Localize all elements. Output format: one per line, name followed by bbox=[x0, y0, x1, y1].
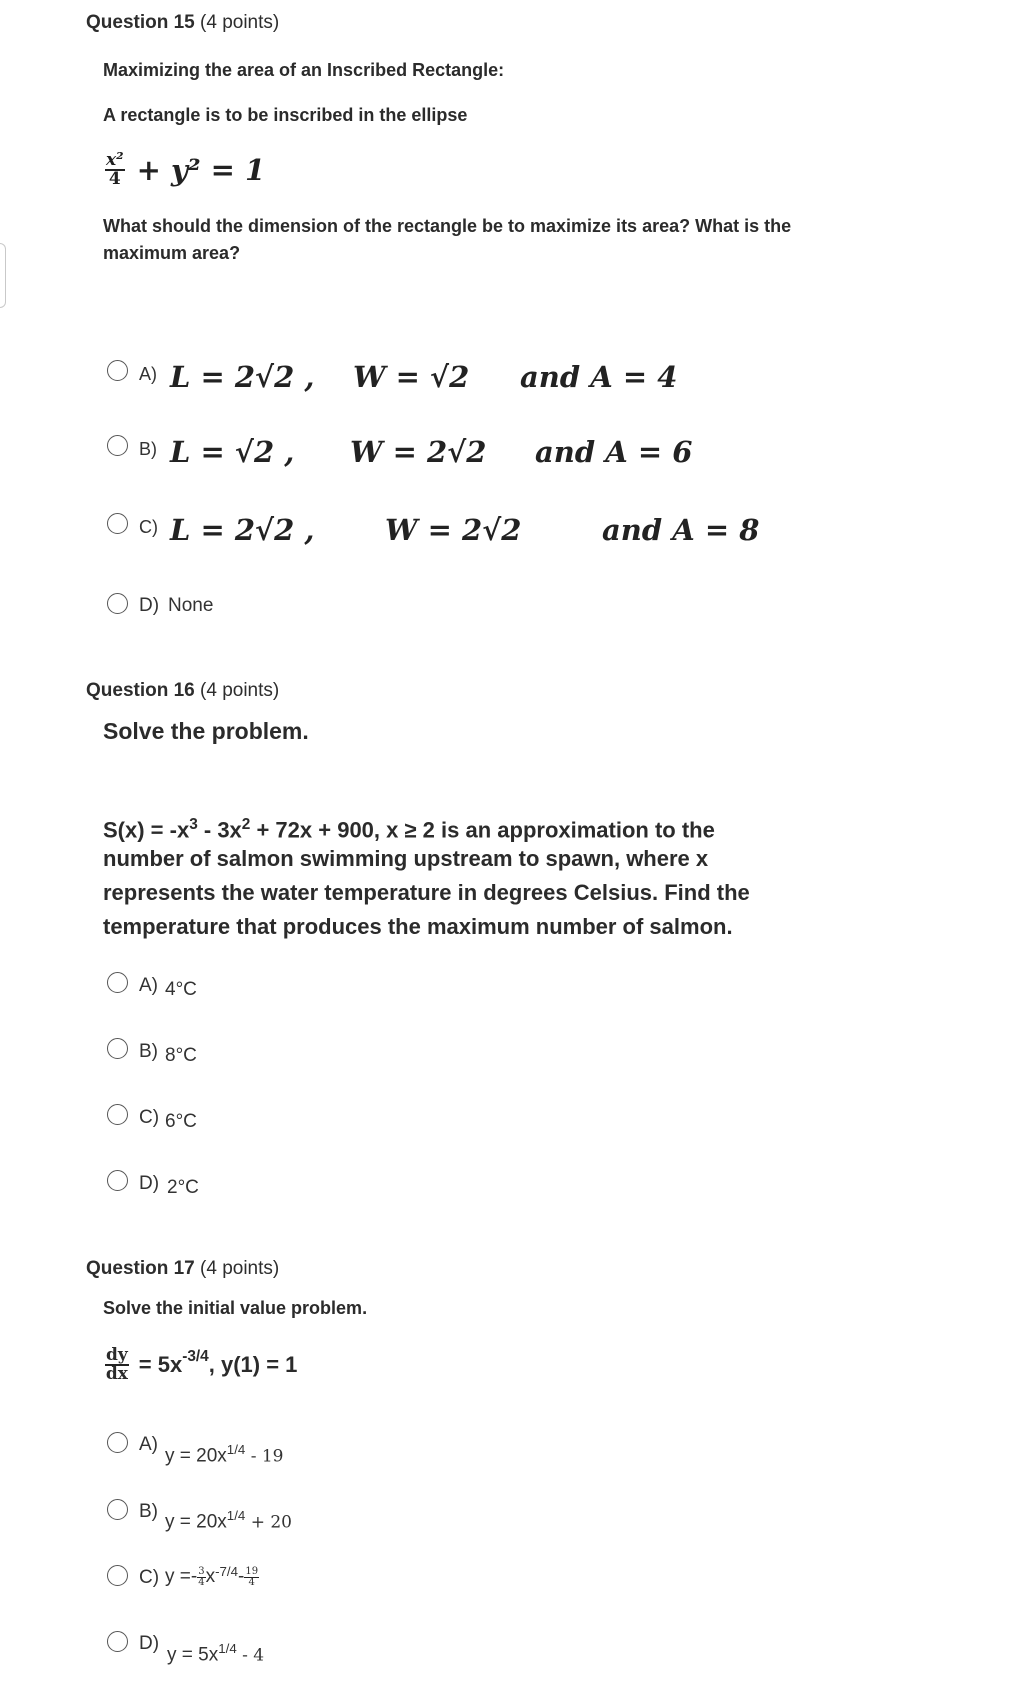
q15-option-b-length: L = √2 , bbox=[170, 435, 295, 469]
q15-option-c-radio[interactable] bbox=[107, 513, 128, 534]
q15-option-a-width: W = √2 bbox=[353, 360, 470, 394]
q15-option-b-area: and A = 6 bbox=[535, 435, 693, 469]
q17-option-b-radio[interactable] bbox=[107, 1499, 128, 1520]
q16-option-b-radio[interactable] bbox=[107, 1038, 128, 1059]
q15-option-b-radio[interactable] bbox=[107, 435, 128, 456]
q17-option-d-radio[interactable] bbox=[107, 1631, 128, 1652]
q15-option-a-area: and A = 4 bbox=[520, 360, 678, 394]
q15-option-d-text: None bbox=[168, 595, 214, 616]
question-15-header bbox=[86, 12, 279, 34]
ellipse-equation bbox=[105, 145, 265, 195]
q16-option-b-text: 8°C bbox=[165, 1045, 197, 1066]
q17-option-d-text: $y = 5x^{1/4} - 4$ bbox=[167, 1641, 265, 1666]
q15-question-line1: What should the dimension of the rectangle be to maximize its area? What is the bbox=[103, 216, 792, 236]
q17-option-c-letter: C) bbox=[139, 1567, 160, 1588]
question-points: (4 points) bbox=[200, 680, 280, 701]
side-scroll-handle bbox=[0, 243, 6, 308]
q15-intro: A rectangle is to be inscribed in the ellipse bbox=[103, 105, 468, 125]
q15-option-c-area: and A = 8 bbox=[602, 513, 760, 547]
question-number: Question 17 bbox=[86, 1258, 195, 1279]
q16-option-c-text: 6°C bbox=[165, 1111, 197, 1132]
q16-option-a-radio[interactable] bbox=[107, 972, 128, 993]
q17-option-a-text: $y = 20x^{1/4} - 19$ bbox=[165, 1442, 284, 1467]
q17-option-a-letter: A) bbox=[139, 1434, 158, 1455]
q15-option-a-length: L = 2√2 , bbox=[170, 360, 315, 394]
q15-option-d-radio[interactable] bbox=[107, 593, 128, 614]
q17-option-c-text: y =- $\frac{3}{4}$ x $^{-7/4}$ - $\frac{19}{4}$ bbox=[165, 1563, 259, 1588]
question-number: Question 15 bbox=[86, 12, 195, 33]
q15-option-c-letter: C) bbox=[139, 517, 158, 537]
question-points: (4 points) bbox=[200, 1258, 280, 1279]
q17-option-c-radio[interactable] bbox=[107, 1565, 128, 1586]
q16-option-a-letter: A) bbox=[139, 975, 158, 996]
q16-problem-line4: temperature that produces the maximum number of salmon. bbox=[103, 914, 733, 939]
q16-option-c-radio[interactable] bbox=[107, 1104, 128, 1125]
q16-option-b-letter: B) bbox=[139, 1041, 158, 1062]
q16-problem-line2: number of salmon swimming upstream to spawn, where x bbox=[103, 846, 709, 871]
question-points: (4 points) bbox=[200, 12, 280, 33]
q15-option-b-width: W = 2√2 bbox=[350, 435, 487, 469]
q17-option-b-letter: B) bbox=[139, 1501, 158, 1522]
q15-option-a-letter: A) bbox=[139, 364, 157, 384]
q15-option-a-radio[interactable] bbox=[107, 360, 128, 381]
q16-option-d-radio[interactable] bbox=[107, 1170, 128, 1191]
q16-option-d-text: 2°C bbox=[167, 1177, 199, 1198]
q16-option-d-letter: D) bbox=[139, 1173, 160, 1194]
q17-option-b-text: $y = 20x^{1/4} + 20$ bbox=[165, 1508, 292, 1533]
q17-option-a-radio[interactable] bbox=[107, 1432, 128, 1453]
q16-option-c-letter: C) bbox=[139, 1107, 160, 1128]
q15-question-line2: maximum area? bbox=[103, 243, 241, 263]
q17-instruction: Solve the initial value problem. bbox=[103, 1298, 368, 1318]
q16-instruction: Solve the problem. bbox=[103, 718, 309, 744]
question-16-header bbox=[86, 680, 279, 702]
ellipse-equation-rest: + y² = 1 bbox=[136, 153, 266, 187]
derivative-fraction: $\frac{dy}{dx}$ bbox=[105, 1345, 128, 1384]
q16-problem-line1: $S(x) = -x^3 - 3x^2 + 72x + 900$, x ≥ 2 is an approximation to the bbox=[103, 816, 715, 843]
q15-option-d-letter: D) bbox=[139, 595, 160, 616]
question-number: Question 16 bbox=[86, 680, 195, 701]
ellipse-fraction: $\frac{\text{x²}}{4}$ bbox=[106, 150, 124, 189]
question-17-header bbox=[86, 1258, 279, 1280]
q15-option-c-length: L = 2√2 , bbox=[170, 513, 315, 547]
q16-option-a-text: 4°C bbox=[165, 979, 197, 1000]
q16-problem-line3: represents the water temperature in degrees Celsius. Find the bbox=[103, 880, 750, 905]
q17-option-d-letter: D) bbox=[139, 1633, 160, 1654]
q15-title: Maximizing the area of an Inscribed Rectangle: bbox=[103, 60, 505, 80]
q15-option-c-width: W = 2√2 bbox=[385, 513, 522, 547]
q15-option-b-letter: B) bbox=[139, 439, 157, 459]
q17-equation: $\frac{dy}{dx}$ = 5x $^{-3/4}$ , y(1) = 1 bbox=[105, 1345, 298, 1384]
